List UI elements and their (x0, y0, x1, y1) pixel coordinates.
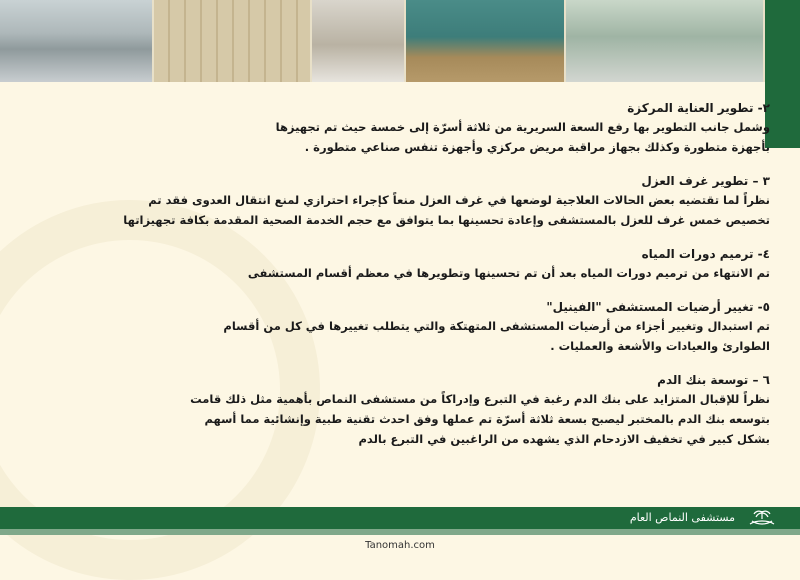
photo-bathroom (312, 0, 406, 82)
side-green-bar (765, 0, 800, 148)
section-line: نظراً للإقبال المتزايد على بنك الدم رغبة في التبرع وإدراكاً من مستشفى النماص بأهمية مثل ذلك قامت (190, 392, 770, 406)
photo-tiled-wall (154, 0, 312, 82)
photo-strip (0, 0, 765, 82)
section-line: بشكل كبير في تخفيف الازدحام الذي يشهده من الراغبين في التبرع بالدم (358, 432, 770, 446)
section-heading: ٤- ترميم دورات المياه (641, 247, 770, 261)
footer-hospital-name: مستشفى النماص العام (629, 511, 735, 524)
section-line: الطوارئ والعيادات والأشعة والعمليات . (550, 339, 770, 353)
section-heading: ٣ – تطوير غرف العزل (641, 174, 770, 188)
section-restrooms (70, 246, 770, 283)
section-line: نظراً لما تقتضيه بعض الحالات العلاجية لوضعها في غرف العزل منعاً كإجراء احترازي لمنع انتقال العدوى فقد تم (148, 193, 770, 207)
section-flooring (70, 299, 770, 356)
watermark: Tanomah.com (365, 540, 435, 551)
section-line: تخصيص خمس غرف للعزل بالمستشفى وإعادة تحسينها بما يتوافق مع حجم الخدمة الصحية المقدمة بكافة تجهيزاتها (123, 213, 770, 227)
photo-ward-corridor (566, 0, 765, 82)
section-heading: ٥- تغيير أرضيات المستشفى "الفينيل" (546, 300, 770, 314)
document-body (70, 100, 770, 449)
photo-dialysis-room (0, 0, 154, 82)
section-heading: ٢- تطوير العناية المركزة (627, 101, 770, 115)
section-line: تم استبدال وتغيير أجزاء من أرضيات المستشفى المتهتكة والتي يتطلب تغييرها في كل من أقسام (223, 319, 770, 333)
photo-restroom (406, 0, 566, 82)
section-line: تم الانتهاء من ترميم دورات المياه بعد أن تم تحسينها وتطويرها في معظم أقسام المستشفى (247, 266, 770, 280)
section-blood-bank (70, 372, 770, 449)
section-heading: ٦ – توسعة بنك الدم (657, 373, 770, 387)
section-line: بأجهزة متطورة وكذلك بجهاز مراقبة مريض مركزي وأجهزة تنفس صناعي متطورة . (304, 140, 770, 154)
palm-swords-emblem-icon (744, 509, 780, 527)
footer-stripe (0, 529, 800, 535)
section-line: وشمل جانب التطوير بها رفع السعة السريرية من ثلاثة أسرّة إلى خمسة حيث تم تجهيزها (275, 120, 770, 134)
section-isolation (70, 173, 770, 230)
section-line: بتوسعه بنك الدم بالمختبر ليصبح بسعة ثلاثة أسرّة تم عملها وفق احدث تقنية طبية وإنشائية مما أسهم (204, 412, 770, 426)
section-icu (70, 100, 770, 157)
